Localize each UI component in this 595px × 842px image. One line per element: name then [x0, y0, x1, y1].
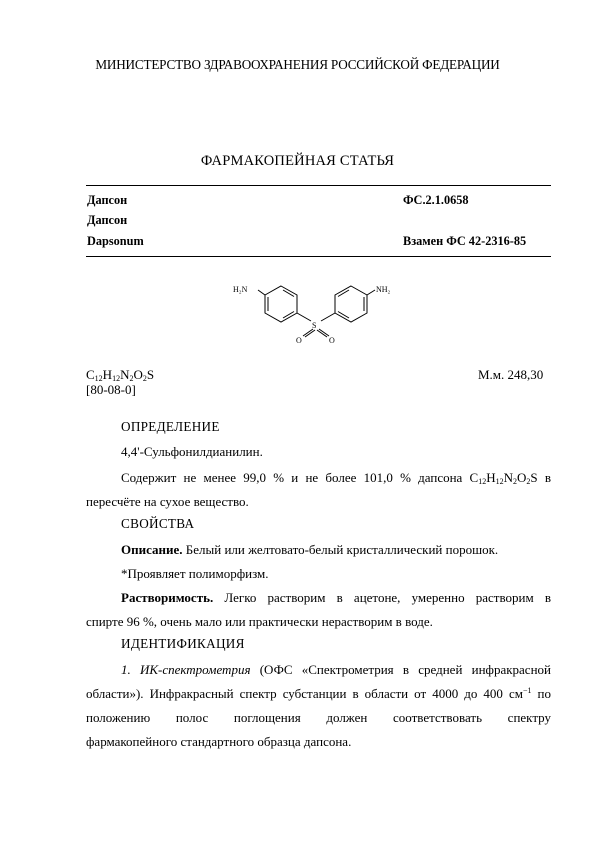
ir-line-1: 1. ИК-спектрометрия (ОФС «Спектрометрия в средней инфракрасной — [121, 662, 551, 677]
right-amine-label: NH₂ — [376, 285, 391, 294]
dapsone-structure — [225, 280, 415, 350]
right-benzene-ring — [335, 286, 367, 322]
bottom-rule — [86, 256, 551, 257]
molar-mass: М.м. 248,30 — [478, 367, 544, 382]
solubility-line-1: Растворимость. Легко растворим в ацетоне, умеренно растворим в — [121, 590, 551, 605]
replaces-label: Взамен ФС 42-2316-85 — [403, 234, 527, 248]
cas-number: [80-08-0] — [86, 382, 136, 397]
definition-text: 4,4'-Сульфонилдианилин. — [121, 444, 263, 459]
content-line-2: пересчёте на сухое вещество. — [86, 494, 249, 509]
content-line-1: Содержит не менее 99,0 % и не более 101,0 % дапсона $C_{12}H_{12}N_2O_2S$ в — [121, 470, 552, 486]
oxygen-right-label: O — [329, 336, 335, 345]
name-ru-1: Дапсон — [87, 193, 128, 207]
identification-heading: ИДЕНТИФИКАЦИЯ — [121, 636, 245, 651]
polymorph-note: *Проявляет полиморфизм. — [121, 566, 269, 581]
top-rule — [86, 185, 551, 186]
molecular-formula: $C_{12}H_{12}N_2O_2S$ — [86, 367, 155, 383]
left-benzene-ring — [265, 286, 297, 322]
sulfur-label: S — [312, 321, 317, 330]
ministry-header: МИНИСТЕРСТВО ЗДРАВООХРАНЕНИЯ РОССИЙСКОЙ ФЕДЕРАЦИИ — [95, 57, 500, 72]
definition-heading: ОПРЕДЕЛЕНИЕ — [121, 419, 220, 434]
article-title: ФАРМАКОПЕЙНАЯ СТАТЬЯ — [200, 153, 395, 169]
oxygen-left-label: O — [296, 336, 302, 345]
solubility-line-2: спирте 96 %, очень мало или практически нерастворим в воде. — [86, 614, 433, 629]
name-ru-2: Дапсон — [87, 213, 128, 227]
monograph-code: ФС.2.1.0658 — [403, 193, 469, 207]
ir-line-4: фармакопейного стандартного образца дапсона. — [86, 734, 352, 749]
left-amine-label: H₂N — [233, 285, 248, 294]
ir-line-3: положению полос поглощения должен соответствовать спектру — [86, 710, 551, 725]
description-paragraph: Описание. Белый или желтовато-белый кристаллический порошок. — [121, 542, 499, 557]
ir-line-2: области»). Инфракрасный спектр субстанции в области от 4000 до 400 $см^{-1}$ по — [86, 686, 551, 701]
name-latin: Dapsonum — [87, 234, 144, 248]
properties-heading: СВОЙСТВА — [121, 516, 195, 531]
